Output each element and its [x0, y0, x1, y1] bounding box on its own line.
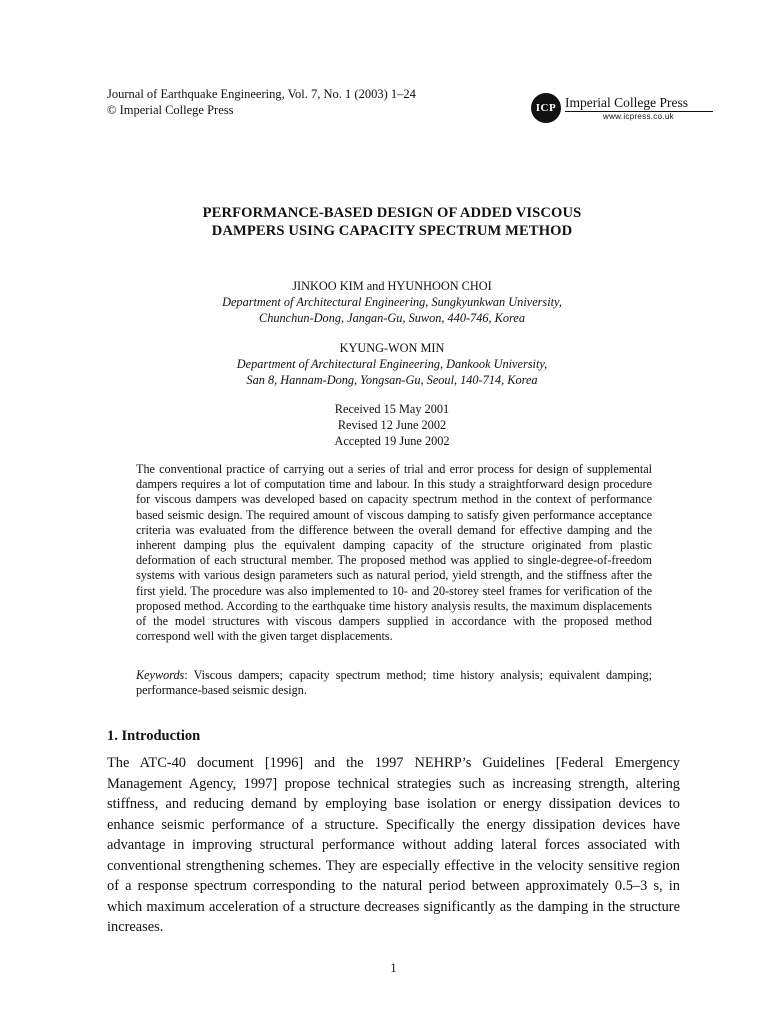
- submission-dates: [107, 401, 677, 449]
- keywords: [136, 668, 652, 698]
- affiliation-1-line-2: Chunchun-Dong, Jangan-Gu, Suwon, 440-746, Korea: [259, 311, 525, 325]
- affiliation-2-line-2: San 8, Hannam-Dong, Yongsan-Gu, Seoul, 140-714, Korea: [246, 373, 538, 387]
- author-group-2: [107, 340, 677, 388]
- affiliation-1-line-1: Department of Architectural Engineering, Sungkyunkwan University,: [222, 295, 562, 309]
- title-line-1: PERFORMANCE-BASED DESIGN OF ADDED VISCOUS: [202, 205, 582, 221]
- abstract: [136, 462, 652, 644]
- author-group-1: [107, 278, 677, 326]
- abstract-text: The conventional practice of carrying out a series of trial and error process for design of supplemental dampers requires a lot of computation time and labour. In this study a straightforward design procedure for viscous dampers was developed based on capacity spectrum method in the context of performance based seismic design. The required amount of viscous damping to satisfy given performance acceptance criteria was evaluated from the difference between the overall demand for effective damping and the inherent damping plus the equivalent damping capacity of the structure originated from plastic deformation of each structural member. The proposed method was applied to single-degree-of-freedom systems with various design parameters such as natural period, yield strength, and the stiffness after the first yield. The procedure was also implemented to 10- and 20-storey steel frames for verification of the proposed method. According to the earthquake time history analysis results, the maximum displacements of the model structures with viscous dampers supplied in accordance with the proposed method correspond well with the given target displacements.: [136, 462, 652, 644]
- affiliation-2-line-1: Department of Architectural Engineering, Dankook University,: [236, 357, 548, 371]
- page-number: 1: [390, 961, 397, 975]
- publisher-name: Imperial College Press: [565, 95, 688, 110]
- copyright-notice: © Imperial College Press: [107, 103, 234, 117]
- section-heading-introduction: 1. Introduction: [107, 728, 201, 744]
- journal-header: [107, 86, 416, 118]
- received-date: Received 15 May 2001: [334, 402, 450, 416]
- title-line-2: DAMPERS USING CAPACITY SPECTRUM METHOD: [211, 223, 573, 239]
- author-names-1: JINKOO KIM and HYUNHOON CHOI: [292, 279, 492, 293]
- introduction-paragraph: The ATC-40 document [1996] and the 1997 NEHRP’s Guidelines [Federal Emergency Management Agency, 1997] propose technical strategies such as increasing strength, altering stiffness, and reducing demand by employing base isolation or energy dissipation devices to enhance seismic performance of a structure. Specifically the energy dissipation devices have advantage in improving structural performance without adding lateral forces associated with conventional strengthening schemes. They are especially effective in the velocity sensitive region of a response spectrum corresponding to the natural period between approximately 0.5–3 s, in which maximum acceleration of a structure decreases significantly as the damping in the structure increases.: [107, 755, 680, 935]
- accepted-date: Accepted 19 June 2002: [334, 434, 450, 448]
- introduction-body: [107, 753, 680, 938]
- journal-citation: Journal of Earthquake Engineering, Vol. 7, No. 1 (2003) 1–24: [107, 87, 416, 101]
- icp-logo-icon: ICP: [531, 93, 561, 123]
- publisher-logo: [531, 92, 691, 124]
- paper-title: [107, 204, 677, 240]
- publisher-url: www.icpress.co.uk: [603, 112, 674, 121]
- author-names-2: KYUNG-WON MIN: [339, 341, 445, 355]
- keywords-label: Keywords: [136, 668, 185, 682]
- keywords-text: : Viscous dampers; capacity spectrum method; time history analysis; equivalent damping; performance-based seismic design.: [136, 668, 652, 698]
- revised-date: Revised 12 June 2002: [337, 418, 447, 432]
